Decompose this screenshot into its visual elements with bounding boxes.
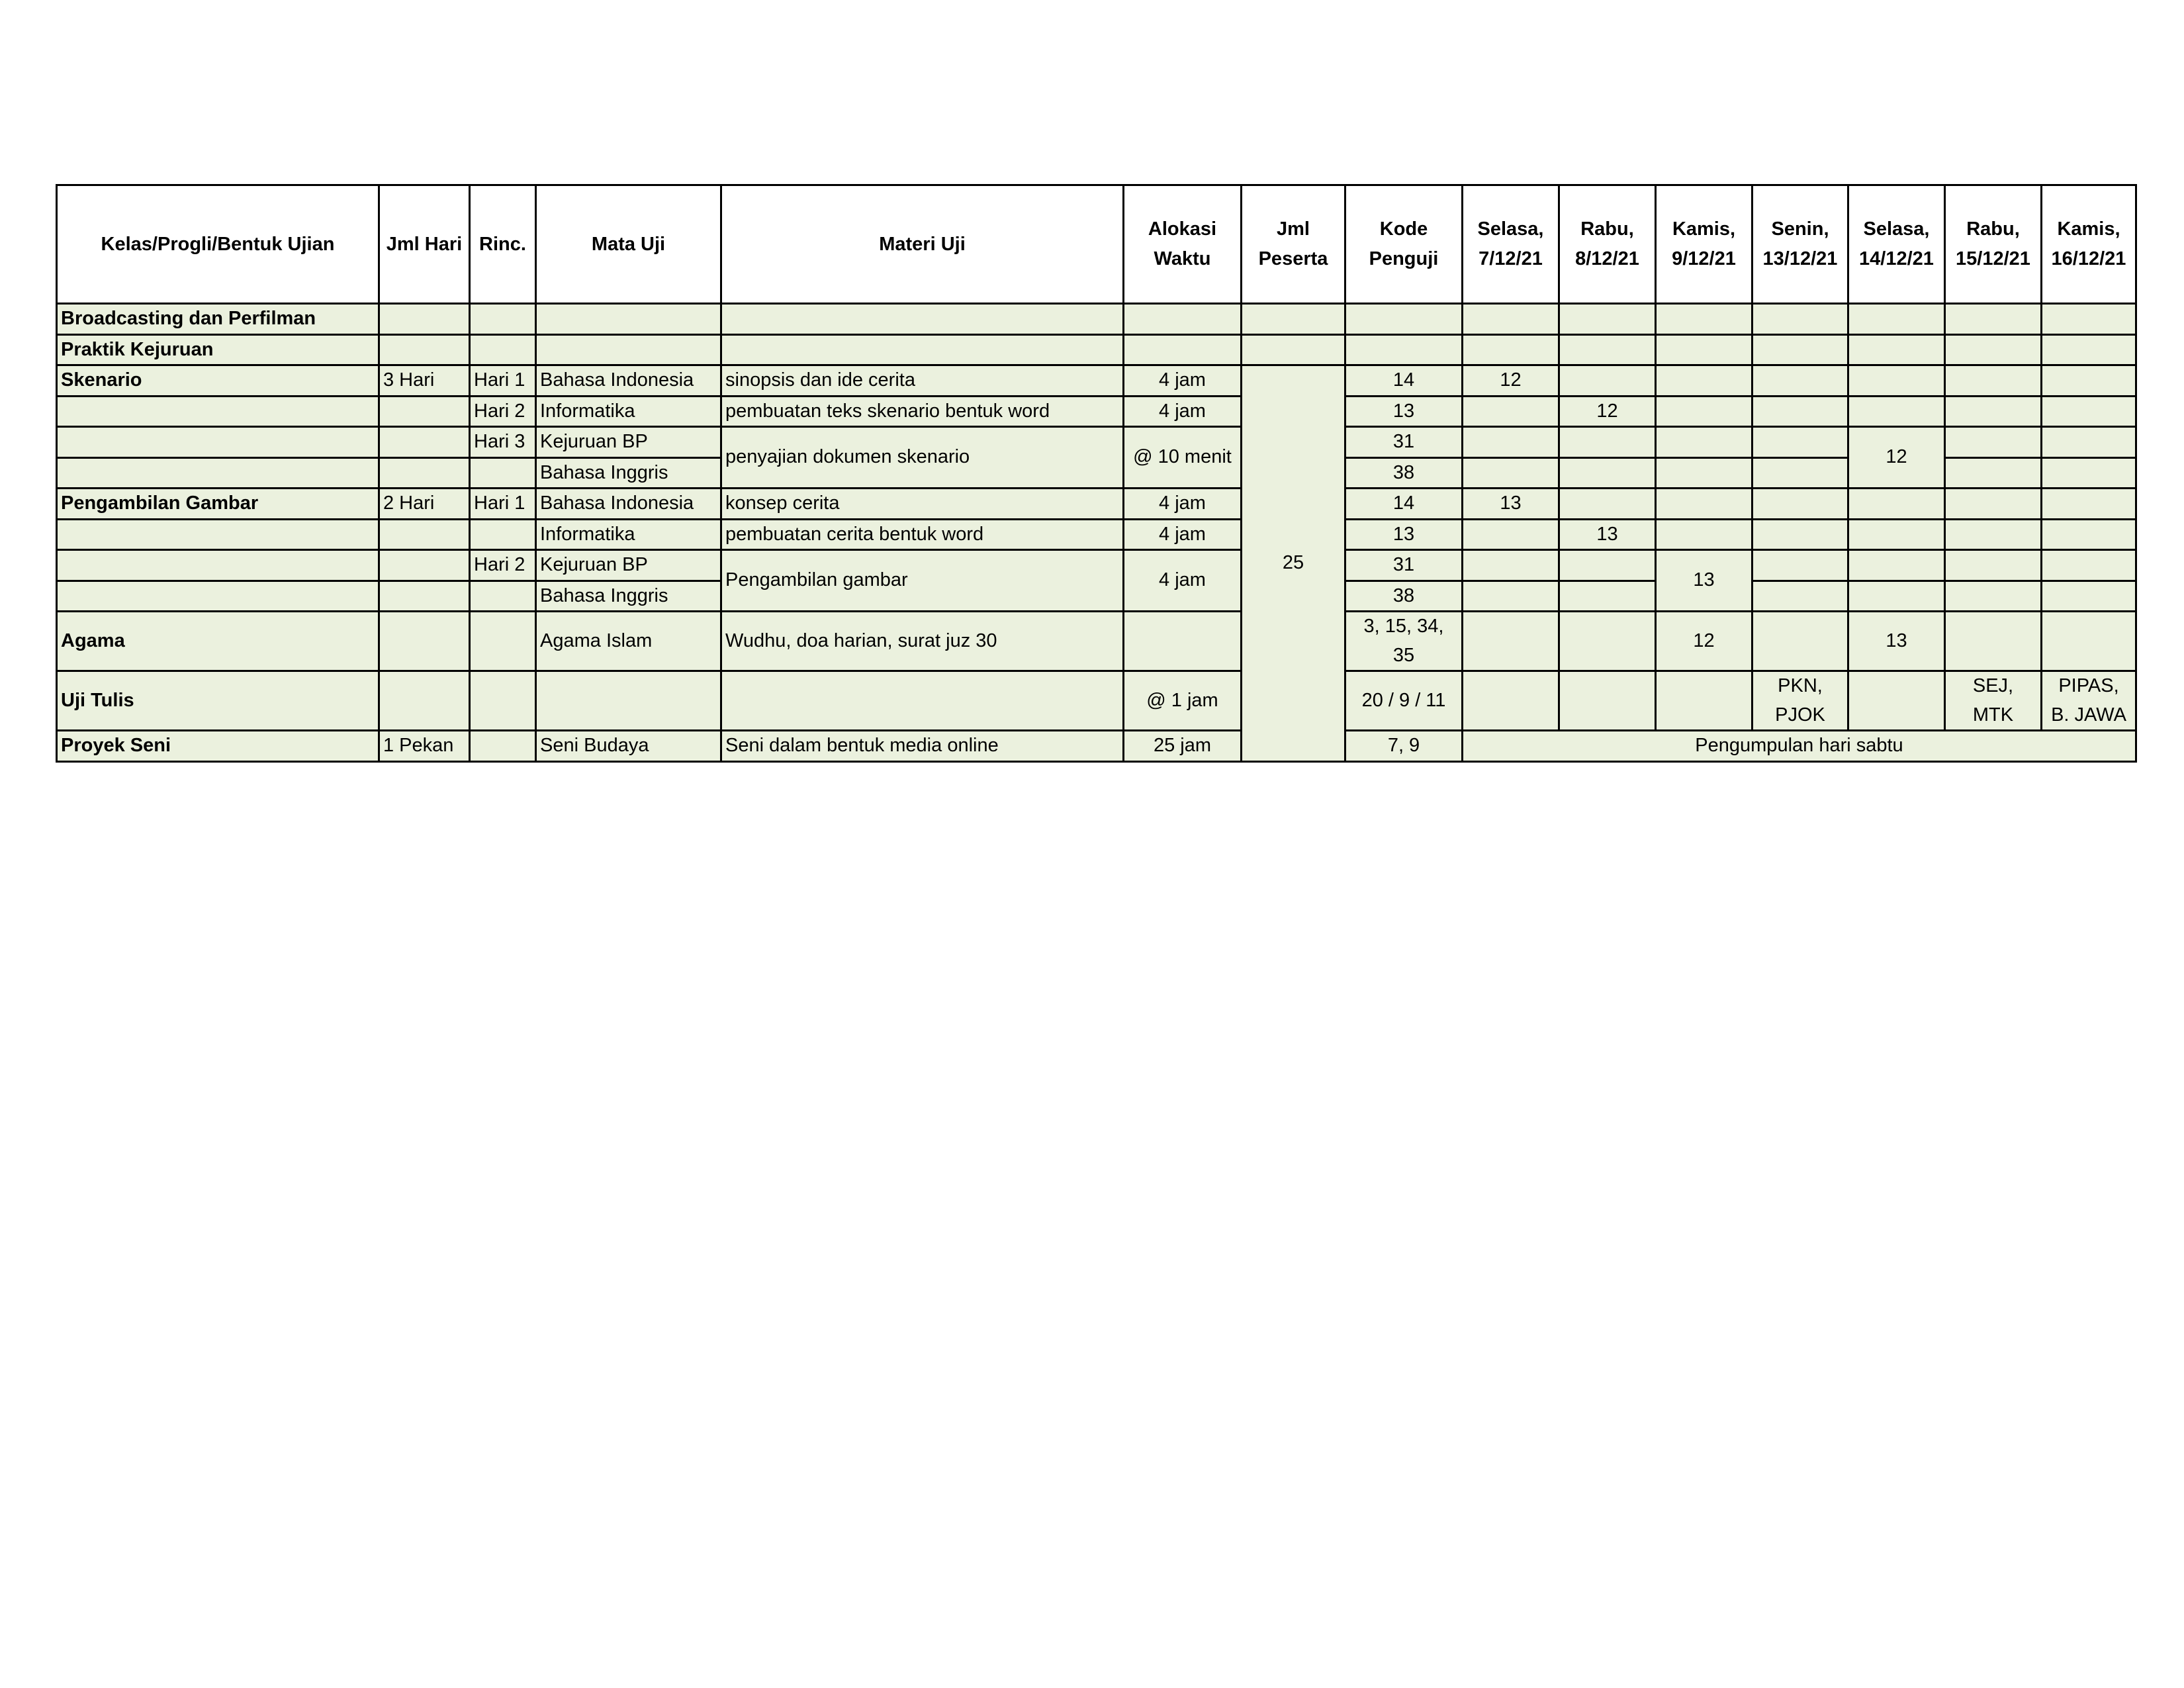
cell-selasa-14: 12 — [1848, 427, 1945, 489]
cell-rinc: Hari 3 — [470, 427, 536, 458]
empty-cell — [1463, 550, 1559, 581]
empty-cell — [57, 519, 379, 550]
table-row — [57, 427, 2136, 458]
cell-mata-uji: Bahasa Indonesia — [536, 489, 721, 520]
cell-mata-uji: Kejuruan BP — [536, 550, 721, 581]
cell-materi-uji: sinopsis dan ide cerita — [721, 365, 1124, 397]
empty-cell — [1242, 304, 1345, 335]
empty-cell — [721, 671, 1124, 731]
empty-cell — [1656, 304, 1752, 335]
empty-cell — [379, 671, 470, 731]
empty-cell — [1559, 612, 1656, 671]
cell-alokasi: 4 jam — [1124, 550, 1242, 612]
empty-cell — [1463, 427, 1559, 458]
cell-materi-uji: Wudhu, doa harian, surat juz 30 — [721, 612, 1124, 671]
empty-cell — [1945, 427, 2042, 458]
empty-cell — [2042, 489, 2136, 520]
empty-cell — [2042, 612, 2136, 671]
cell-kode-penguji: 13 — [1345, 519, 1463, 550]
empty-cell — [2042, 457, 2136, 489]
empty-cell — [1752, 519, 1848, 550]
cell-mata-uji: Informatika — [536, 396, 721, 427]
cell-rinc: Hari 2 — [470, 550, 536, 581]
table-row — [57, 612, 2136, 671]
cell-mata-uji: Informatika — [536, 519, 721, 550]
cell-materi-uji: konsep cerita — [721, 489, 1124, 520]
cell-rinc: Hari 1 — [470, 365, 536, 397]
row-label-pengambilan-gambar: Pengambilan Gambar — [57, 489, 379, 520]
empty-cell — [379, 457, 470, 489]
header-materi-uji: Materi Uji — [721, 185, 1124, 304]
cell-kode-penguji: 38 — [1345, 581, 1463, 612]
empty-cell — [1945, 304, 2042, 335]
empty-cell — [470, 334, 536, 365]
empty-cell — [1656, 489, 1752, 520]
header-date-7: Kamis, 16/12/21 — [2042, 185, 2136, 304]
empty-cell — [721, 334, 1124, 365]
empty-cell — [1945, 519, 2042, 550]
empty-cell — [536, 334, 721, 365]
empty-cell — [1656, 334, 1752, 365]
row-label-uji-tulis: Uji Tulis — [57, 671, 379, 731]
empty-cell — [1559, 581, 1656, 612]
header-row — [57, 185, 2136, 304]
empty-cell — [1945, 396, 2042, 427]
empty-cell — [2042, 396, 2136, 427]
header-date-6: Rabu, 15/12/21 — [1945, 185, 2042, 304]
cell-jml-hari: 2 Hari — [379, 489, 470, 520]
row-label-broadcasting: Broadcasting dan Perfilman — [57, 304, 379, 335]
empty-cell — [1752, 396, 1848, 427]
empty-cell — [57, 550, 379, 581]
empty-cell — [2042, 550, 2136, 581]
empty-cell — [1559, 457, 1656, 489]
empty-cell — [57, 581, 379, 612]
empty-cell — [1559, 550, 1656, 581]
cell-materi-uji: pembuatan teks skenario bentuk word — [721, 396, 1124, 427]
table-row — [57, 550, 2136, 581]
cell-mata-uji: Bahasa Inggris — [536, 457, 721, 489]
empty-cell — [470, 731, 536, 762]
empty-cell — [470, 612, 536, 671]
cell-jml-peserta: 25 — [1242, 365, 1345, 762]
empty-cell — [379, 334, 470, 365]
cell-mata-uji: Kejuruan BP — [536, 427, 721, 458]
empty-cell — [1656, 396, 1752, 427]
table-row — [57, 396, 2136, 427]
cell-alokasi: 4 jam — [1124, 396, 1242, 427]
table-row — [57, 334, 2136, 365]
cell-rabu-15: SEJ, MTK — [1945, 671, 2042, 731]
exam-schedule-table — [56, 184, 2137, 763]
empty-cell — [1945, 612, 2042, 671]
cell-alokasi: 4 jam — [1124, 519, 1242, 550]
empty-cell — [379, 612, 470, 671]
table-row — [57, 489, 2136, 520]
empty-cell — [379, 396, 470, 427]
cell-kode-penguji: 7, 9 — [1345, 731, 1463, 762]
empty-cell — [1848, 581, 1945, 612]
empty-cell — [1752, 427, 1848, 458]
empty-cell — [1945, 581, 2042, 612]
empty-cell — [536, 304, 721, 335]
empty-cell — [57, 457, 379, 489]
cell-kamis-9: 13 — [1656, 550, 1752, 612]
empty-cell — [470, 671, 536, 731]
empty-cell — [1463, 671, 1559, 731]
empty-cell — [1752, 612, 1848, 671]
empty-cell — [379, 427, 470, 458]
empty-cell — [1945, 334, 2042, 365]
row-label-praktik: Praktik Kejuruan — [57, 334, 379, 365]
empty-cell — [1124, 304, 1242, 335]
empty-cell — [1848, 396, 1945, 427]
cell-kode-penguji: 14 — [1345, 489, 1463, 520]
header-rinc: Rinc. — [470, 185, 536, 304]
empty-cell — [1463, 396, 1559, 427]
cell-mata-uji: Bahasa Indonesia — [536, 365, 721, 397]
table-row — [57, 519, 2136, 550]
empty-cell — [379, 519, 470, 550]
empty-cell — [1656, 519, 1752, 550]
empty-cell — [2042, 365, 2136, 397]
empty-cell — [1945, 457, 2042, 489]
empty-cell — [1345, 334, 1463, 365]
empty-cell — [1463, 334, 1559, 365]
cell-mata-uji: Seni Budaya — [536, 731, 721, 762]
cell-rinc: Hari 2 — [470, 396, 536, 427]
empty-cell — [1559, 489, 1656, 520]
empty-cell — [1656, 671, 1752, 731]
cell-pengumpulan-note: Pengumpulan hari sabtu — [1463, 731, 2136, 762]
row-label-skenario: Skenario — [57, 365, 379, 397]
cell-materi-uji: Seni dalam bentuk media online — [721, 731, 1124, 762]
empty-cell — [470, 581, 536, 612]
empty-cell — [1752, 334, 1848, 365]
cell-kode-penguji: 13 — [1345, 396, 1463, 427]
empty-cell — [1848, 365, 1945, 397]
empty-cell — [1559, 365, 1656, 397]
cell-materi-uji: pembuatan cerita bentuk word — [721, 519, 1124, 550]
header-date-5: Selasa, 14/12/21 — [1848, 185, 1945, 304]
table-row — [57, 365, 2136, 397]
cell-mata-uji: Agama Islam — [536, 612, 721, 671]
header-kode-penguji: Kode Penguji — [1345, 185, 1463, 304]
empty-cell — [1848, 550, 1945, 581]
empty-cell — [1656, 457, 1752, 489]
empty-cell — [379, 581, 470, 612]
header-mata-uji: Mata Uji — [536, 185, 721, 304]
cell-alokasi: 4 jam — [1124, 365, 1242, 397]
cell-jml-hari: 1 Pekan — [379, 731, 470, 762]
header-date-1: Selasa, 7/12/21 — [1463, 185, 1559, 304]
cell-alokasi: 4 jam — [1124, 489, 1242, 520]
cell-rinc: Hari 1 — [470, 489, 536, 520]
empty-cell — [2042, 304, 2136, 335]
empty-cell — [1752, 304, 1848, 335]
empty-cell — [1752, 457, 1848, 489]
empty-cell — [1848, 304, 1945, 335]
cell-senin-13: PKN, PJOK — [1752, 671, 1848, 731]
empty-cell — [1752, 550, 1848, 581]
empty-cell — [1463, 457, 1559, 489]
table-row — [57, 671, 2136, 731]
header-date-2: Rabu, 8/12/21 — [1559, 185, 1656, 304]
empty-cell — [1752, 581, 1848, 612]
header-jml-hari: Jml Hari — [379, 185, 470, 304]
empty-cell — [1945, 489, 2042, 520]
empty-cell — [1945, 365, 2042, 397]
empty-cell — [1559, 427, 1656, 458]
empty-cell — [1752, 489, 1848, 520]
cell-kode-penguji: 3, 15, 34, 35 — [1345, 612, 1463, 671]
empty-cell — [2042, 581, 2136, 612]
empty-cell — [1945, 550, 2042, 581]
header-date-4: Senin, 13/12/21 — [1752, 185, 1848, 304]
empty-cell — [1463, 304, 1559, 335]
empty-cell — [1463, 581, 1559, 612]
cell-rabu-8: 13 — [1559, 519, 1656, 550]
empty-cell — [1848, 489, 1945, 520]
empty-cell — [536, 671, 721, 731]
empty-cell — [1848, 334, 1945, 365]
empty-cell — [1656, 427, 1752, 458]
empty-cell — [470, 457, 536, 489]
empty-cell — [1463, 612, 1559, 671]
empty-cell — [1345, 304, 1463, 335]
empty-cell — [1848, 519, 1945, 550]
empty-cell — [470, 304, 536, 335]
empty-cell — [1752, 365, 1848, 397]
empty-cell — [1656, 365, 1752, 397]
cell-materi-uji: penyajian dokumen skenario — [721, 427, 1124, 489]
empty-cell — [379, 304, 470, 335]
table-row — [57, 304, 2136, 335]
empty-cell — [721, 304, 1124, 335]
row-label-agama: Agama — [57, 612, 379, 671]
empty-cell — [1124, 612, 1242, 671]
empty-cell — [2042, 427, 2136, 458]
empty-cell — [1242, 334, 1345, 365]
header-kelas: Kelas/Progli/Bentuk Ujian — [57, 185, 379, 304]
header-jml-peserta: Jml Peserta — [1242, 185, 1345, 304]
empty-cell — [379, 550, 470, 581]
cell-mata-uji: Bahasa Inggris — [536, 581, 721, 612]
cell-materi-uji: Pengambilan gambar — [721, 550, 1124, 612]
cell-kamis-9: 12 — [1656, 612, 1752, 671]
empty-cell — [2042, 519, 2136, 550]
empty-cell — [57, 396, 379, 427]
empty-cell — [1559, 671, 1656, 731]
empty-cell — [470, 519, 536, 550]
empty-cell — [2042, 334, 2136, 365]
cell-selasa-14: 13 — [1848, 612, 1945, 671]
header-date-3: Kamis, 9/12/21 — [1656, 185, 1752, 304]
empty-cell — [1124, 334, 1242, 365]
cell-kode-penguji: 14 — [1345, 365, 1463, 397]
empty-cell — [57, 427, 379, 458]
cell-alokasi: 25 jam — [1124, 731, 1242, 762]
row-label-proyek-seni: Proyek Seni — [57, 731, 379, 762]
cell-kode-penguji: 31 — [1345, 427, 1463, 458]
cell-rabu-8: 12 — [1559, 396, 1656, 427]
cell-kode-penguji: 38 — [1345, 457, 1463, 489]
table-row — [57, 731, 2136, 762]
cell-jml-hari: 3 Hari — [379, 365, 470, 397]
cell-selasa-7: 12 — [1463, 365, 1559, 397]
cell-alokasi: @ 1 jam — [1124, 671, 1242, 731]
header-alokasi-waktu: Alokasi Waktu — [1124, 185, 1242, 304]
cell-selasa-7: 13 — [1463, 489, 1559, 520]
empty-cell — [1559, 304, 1656, 335]
cell-kamis-16: PIPAS, B. JAWA — [2042, 671, 2136, 731]
cell-alokasi: @ 10 menit — [1124, 427, 1242, 489]
empty-cell — [1559, 334, 1656, 365]
empty-cell — [1463, 519, 1559, 550]
empty-cell — [1848, 671, 1945, 731]
cell-kode-penguji: 20 / 9 / 11 — [1345, 671, 1463, 731]
cell-kode-penguji: 31 — [1345, 550, 1463, 581]
